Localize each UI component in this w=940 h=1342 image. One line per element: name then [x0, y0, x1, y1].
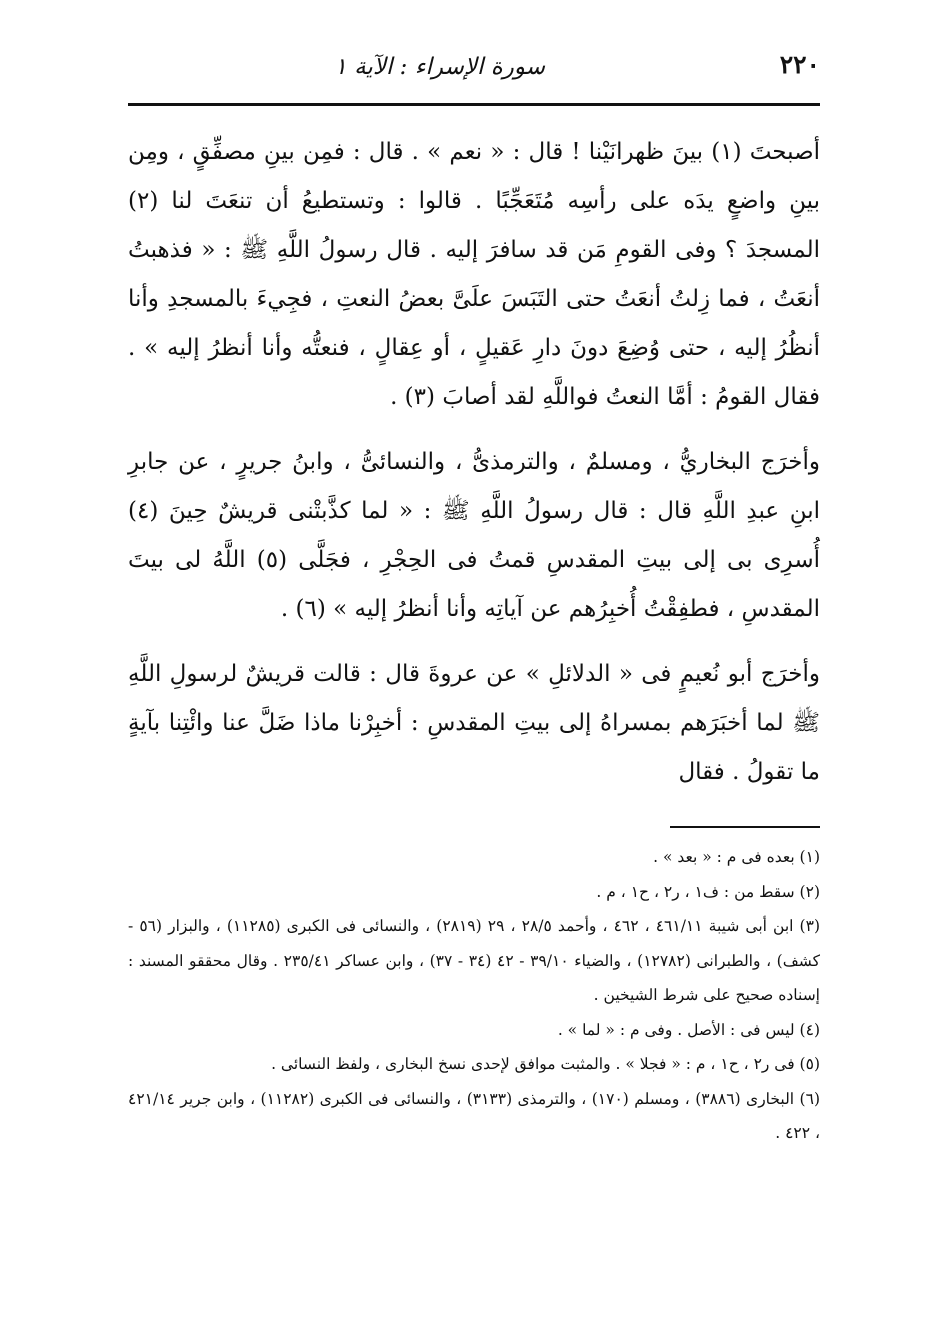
page-header	[128, 50, 820, 94]
page-number: ٢٢٠	[779, 50, 820, 79]
paragraph-3: وأخرَج أبو نُعيمٍ فى « الدلائلِ » عن عروةَ قال : قالت قريشٌ لرسولِ اللَّهِ ﷺ لما أخبَرَهم بمسراهُ إلى بيتِ المقدسِ : أخبِرْنا ماذا ضَلَّ عنا وائْتِنا بآيةٍ ما تقولُ . فقال	[128, 661, 820, 785]
footnote-separator	[670, 826, 820, 828]
paragraph-1: أصبحتَ (١) بينَ ظهرانَيْنا ! قال : « نعم » . قال : فمِن بينِ مصفِّقٍ ، ومِن بينِ واضعٍ يدَه على رأسِه مُتَعَجِّبًا . قالوا : وتستطيعُ أن تنعَتَ لنا (٢) المسجدَ ؟ وفى القومِ مَن قد سافرَ إليه . قال رسولُ اللَّهِ ﷺ : « فذهبتُ أنعَتُ ، فما زِلتُ أنعَتُ حتى التَبَسَ علَىَّ بعضُ النعتِ ، فجِيءَ بالمسجدِ وأنا أنظُرُ إليه ، حتى وُضِعَ دونَ دارِ عَقيلٍ ، أو عِقالٍ ، فنعتُّه وأنا أنظرُ إليه » . فقال القومُ : أمَّا النعتُ فواللَّهِ لقد أصابَ (٣) .	[128, 139, 821, 410]
running-title: سورة الإسراء : الآية ١	[334, 54, 545, 80]
footnote-2: (٢) سقط من : ف١ ، ر٢ ، ح١ ، م .	[596, 882, 820, 901]
footnote-5: (٥) فى ر٢ ، ح١ ، م : « فجلا » . والمثبت موافق لإحدى نسخ البخارى ، ولفظ النسائى .	[271, 1055, 820, 1073]
footnote-6: (٦) البخارى (٣٨٨٦) ، ومسلم (١٧٠) ، والترمذى (٣١٣٣) ، والنسائى فى الكبرى (١١٢٨٢) ، وابن جرير ٤٢١/١٤ ، ٤٢٢ .	[128, 1089, 820, 1142]
footnote-1: (١) بعده فى م : « بعد » .	[653, 848, 820, 866]
footnotes	[128, 840, 820, 1151]
footnote-3: (٣) ابن أبى شيبة ٤٦١/١١ ، ٤٦٢ ، وأحمد ٢٨/٥ ، ٢٩ (٢٨١٩) ، والنسائى فى الكبرى (١١٢٨٥) ، والبزار (٥٦ - كشف) ، والطبرانى (١٢٧٨٢) ، والضياء ٣٩/١٠ - ٤٢ (٣٤ - ٣٧) ، وابن عساكر ٢٣٥/٤١ . وقال محققو المسند : إسناده صحيح على شرط الشيخين .	[128, 917, 820, 1004]
footnote-4: (٤) ليس فى : الأصل . وفى م : « لما » .	[557, 1020, 820, 1039]
paragraph-2: وأخرَج البخاريُّ ، ومسلمٌ ، والترمذىُّ ، والنسائىُّ ، وابنُ جريرٍ ، عن جابرِ ابنِ عبدِ اللَّهِ قال : قال رسولُ اللَّهِ ﷺ : « لما كذَّبتْنى قريشٌ حِينَ (٤) أُسرِى بى إلى بيتِ المقدسِ قمتُ فى الحِجْرِ ، فجَلَّى (٥) اللَّهُ لى بيتَ المقدسِ ، فطفِقْتُ أُخبِرُهم عن آياتِه وأنا أنظرُ إليه » (٦) .	[128, 449, 820, 622]
main-text	[128, 128, 820, 797]
header-rule	[128, 103, 820, 106]
